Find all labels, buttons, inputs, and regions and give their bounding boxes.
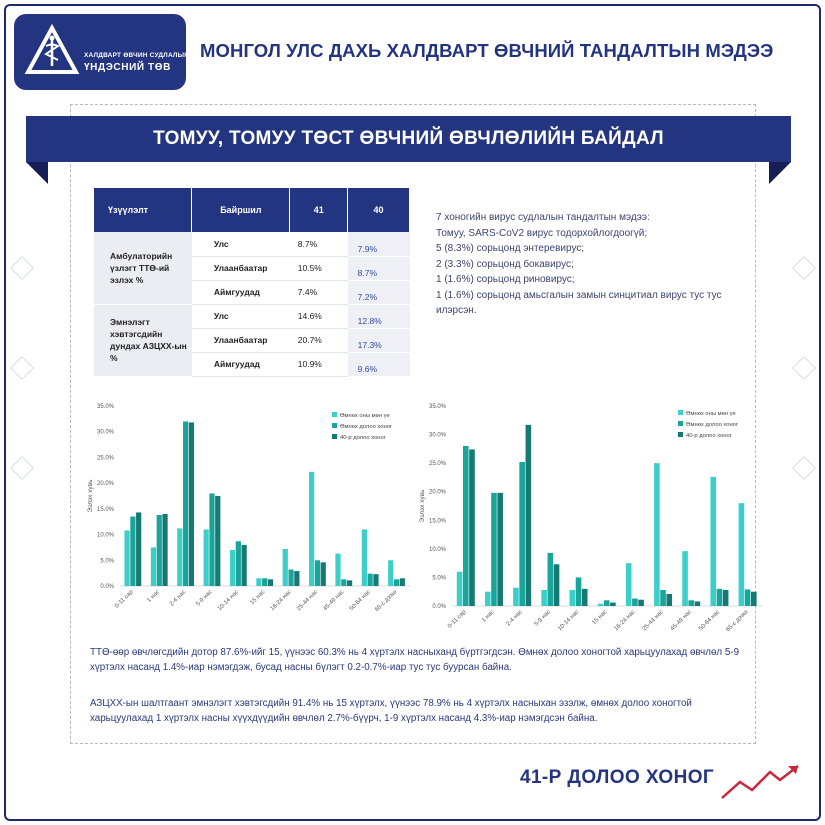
paragraph-ili: ТТӨ-өөр өвчлөгсдийн дотор 87.6%-ийг 15, үүнээс 60.3% нь 4 хүртэлх насныханд бүртгэгдсэн. Өмнөх долоо хоногтой харьцуулахад өвчлөл 5-9 хүртэлх насанд 1.4%-иар нэмэгдэж, бусад насны бүлэгт 0.2-0.7%-иар тус тус буурсан байна. bbox=[90, 647, 740, 673]
page-title: МОНГОЛ УЛС ДАХЬ ХАЛДВАРТ ӨВЧНИЙ ТАНДАЛТЫН МЭДЭЭ bbox=[200, 40, 774, 61]
x-tick-label: 25-44 нас bbox=[641, 609, 665, 633]
bar-prev-year bbox=[457, 572, 463, 606]
bar-prev-year bbox=[598, 604, 604, 606]
paragraph-sari: АЗЦХХ-ын шалтгаант эмнэлэгт хэвтэгсдийн 91.4% нь 15 хүртэлх, үүнээс 78.9% нь 4 хүртэлх насныхан эзэлж, өмнөх долоо хоногтой харьцуулахад 1 хүртэлх насны хүүхдүүдийн өвчлөл 2.7%-бүүрч, 1-9 хүртэлх насанд 4.3%-иар нэмэгдсэн байна. bbox=[90, 698, 692, 724]
x-tick-label: 1 нас bbox=[481, 609, 496, 624]
bar-week40 bbox=[321, 562, 326, 586]
indicator-table bbox=[94, 188, 410, 377]
x-tick-label: 25-44 нас bbox=[296, 589, 320, 613]
y-tick-label: 0.0% bbox=[100, 584, 114, 590]
legend-swatch bbox=[678, 421, 683, 426]
y-tick-label: 10.0% bbox=[428, 546, 446, 553]
bar-week40 bbox=[751, 592, 757, 606]
bar-prev-year bbox=[682, 551, 688, 606]
table-cell-location: Улс bbox=[192, 232, 290, 256]
bar-prev-year bbox=[485, 592, 491, 606]
bar-week40 bbox=[497, 493, 503, 606]
logo-org-line2: ҮНДЭСНИЙ ТӨВ bbox=[84, 62, 171, 73]
y-tick-label: 10.0% bbox=[96, 532, 114, 539]
table-cell-40: 12.8% bbox=[348, 304, 410, 328]
y-tick-label: 30.0% bbox=[96, 429, 114, 436]
y-tick-label: 35.0% bbox=[428, 404, 446, 410]
chart-sari-svg bbox=[410, 392, 770, 632]
table-cell-40: 7.2% bbox=[348, 280, 410, 304]
table-header-row bbox=[94, 188, 410, 232]
legend-swatch bbox=[678, 432, 683, 437]
chart-sari-age bbox=[410, 392, 770, 637]
x-tick-label: 45-49 нас bbox=[322, 589, 346, 613]
bar-week40 bbox=[242, 545, 247, 586]
bar-prev-year bbox=[124, 530, 129, 586]
table-cell-41: 14.6% bbox=[290, 304, 348, 328]
table-cell-41: 8.7% bbox=[290, 232, 348, 256]
table-cell-40: 8.7% bbox=[348, 256, 410, 280]
bar-prev-week bbox=[548, 553, 554, 606]
bar-prev-week bbox=[660, 590, 666, 606]
bar-week40 bbox=[162, 514, 167, 586]
x-tick-label: 65-с дээш bbox=[374, 589, 399, 614]
bar-prev-week bbox=[341, 579, 346, 586]
legend-label: Өмнөх долоо хоног bbox=[686, 422, 739, 428]
bar-week40 bbox=[582, 589, 588, 606]
bar-week40 bbox=[638, 600, 644, 606]
bar-prev-year bbox=[230, 550, 235, 586]
bar-prev-year bbox=[513, 588, 519, 606]
trend-arrow-icon bbox=[718, 760, 808, 804]
x-tick-label: 10-14 нас bbox=[557, 609, 581, 633]
table-header: Байршил bbox=[192, 188, 290, 232]
table-cell-location: Улаанбаатар bbox=[192, 256, 290, 280]
x-tick-label: 0-11 сар bbox=[447, 609, 468, 630]
bar-prev-week bbox=[491, 493, 497, 606]
legend-label: Өмнөх оны мөн үе bbox=[686, 411, 736, 417]
logo bbox=[14, 14, 190, 90]
bar-prev-week bbox=[519, 462, 525, 606]
x-tick-label: 5-9 нас bbox=[195, 589, 214, 608]
bar-prev-year bbox=[177, 528, 182, 586]
virus-line: 2 (3.3%) сорьцонд бокавирус; bbox=[436, 258, 574, 270]
virus-line: 1 (1.6%) сорьцонд риновирус; bbox=[436, 274, 575, 285]
section-title: ТОМУУ, ТОМУУ ТӨСТ ӨВЧНИЙ ӨВЧЛӨЛИЙН БАЙДАЛ bbox=[153, 128, 664, 149]
bar-week40 bbox=[268, 579, 273, 586]
bar-week40 bbox=[189, 422, 194, 586]
legend-swatch bbox=[332, 423, 337, 428]
bar-prev-week bbox=[130, 517, 135, 586]
legend-swatch bbox=[678, 410, 683, 415]
bar-prev-year bbox=[362, 529, 367, 586]
x-tick-label: 10-14 нас bbox=[216, 589, 241, 613]
logo-org-line1: ХАЛДВАРТ ӨВЧИН СУДЛАЛЫН bbox=[84, 52, 190, 59]
table-cell-41: 20.7% bbox=[290, 328, 348, 352]
section-banner bbox=[26, 116, 791, 162]
table-group-label: Эмнэлэгт хэвтэгсдийн дундах АЗЦХХ-ын % bbox=[94, 304, 192, 376]
bar-prev-year bbox=[388, 560, 393, 586]
logo-emblem-icon bbox=[24, 24, 80, 80]
bar-prev-year bbox=[335, 554, 340, 586]
bar-week40 bbox=[136, 512, 141, 586]
x-tick-label: 2-4 нас bbox=[168, 589, 188, 608]
y-tick-label: 35.0% bbox=[96, 404, 114, 410]
y-tick-label: 25.0% bbox=[428, 461, 446, 468]
table-cell-40: 9.6% bbox=[348, 352, 410, 376]
bar-week40 bbox=[666, 594, 672, 606]
bar-prev-year bbox=[309, 472, 314, 586]
legend-swatch bbox=[332, 434, 337, 439]
x-tick-label: 65-с дээш bbox=[725, 609, 750, 634]
x-tick-label: 16-24 нас bbox=[269, 589, 293, 613]
table-cell-40: 17.3% bbox=[348, 328, 410, 352]
bar-prev-week bbox=[745, 589, 751, 606]
table-cell-location: Улаанбаатар bbox=[192, 328, 290, 352]
bar-week40 bbox=[610, 603, 616, 606]
bar-prev-week bbox=[368, 574, 373, 586]
bar-prev-week bbox=[604, 600, 610, 606]
banner-fold-right bbox=[769, 162, 791, 184]
y-tick-label: 15.0% bbox=[428, 518, 446, 525]
bar-prev-year bbox=[283, 549, 288, 586]
bar-prev-year bbox=[541, 590, 547, 606]
bar-prev-week bbox=[157, 515, 162, 586]
y-tick-label: 0.0% bbox=[432, 604, 446, 610]
x-tick-label: 16-24 нас bbox=[613, 609, 637, 633]
legend-label: 40-р долоо хоног bbox=[686, 433, 732, 439]
bar-prev-week bbox=[315, 560, 320, 586]
bar-week40 bbox=[723, 590, 729, 606]
bar-prev-year bbox=[151, 547, 156, 586]
y-tick-label: 15.0% bbox=[96, 506, 114, 513]
bar-week40 bbox=[215, 496, 220, 586]
y-tick-label: 5.0% bbox=[432, 575, 446, 582]
table-cell-location: Аймгуудад bbox=[192, 280, 290, 304]
bar-prev-year bbox=[654, 463, 660, 606]
bar-week40 bbox=[526, 425, 532, 606]
bar-prev-week bbox=[576, 577, 582, 606]
table-header: Үзүүлэлт bbox=[94, 188, 192, 232]
bar-prev-week bbox=[209, 493, 214, 586]
table-group-label: Амбулаторийн үзлэгт ТТӨ-ий эзлэх % bbox=[94, 232, 192, 304]
bar-prev-week bbox=[394, 579, 399, 586]
bar-prev-week bbox=[688, 600, 694, 606]
banner-fold-left bbox=[26, 162, 48, 184]
table-cell-location: Аймгуудад bbox=[192, 352, 290, 376]
table-row bbox=[94, 232, 410, 256]
bar-prev-week bbox=[236, 541, 241, 586]
x-tick-label: 45-49 нас bbox=[669, 609, 693, 633]
table-header: 41 bbox=[290, 188, 348, 232]
table-cell-40: 7.9% bbox=[348, 232, 410, 256]
table-row bbox=[94, 304, 410, 328]
x-tick-label: 50-64 нас bbox=[698, 609, 722, 633]
legend-swatch bbox=[332, 412, 337, 417]
bar-prev-week bbox=[262, 578, 267, 586]
virus-line: 1 (1.6%) сорьцонд амьсгалын замын синцитиал вирус тус тус илэрсэн. bbox=[436, 289, 722, 316]
virus-summary bbox=[436, 210, 736, 319]
bar-prev-week bbox=[288, 570, 293, 586]
bar-week40 bbox=[400, 578, 405, 586]
y-tick-label: 30.0% bbox=[428, 432, 446, 439]
week-label: 41-Р ДОЛОО ХОНОГ bbox=[520, 767, 715, 788]
y-tick-label: 25.0% bbox=[96, 455, 114, 462]
y-tick-label: 5.0% bbox=[100, 558, 114, 565]
bar-week40 bbox=[294, 571, 299, 586]
x-tick-label: 0-11 сар bbox=[114, 589, 135, 610]
table-cell-location: Улс bbox=[192, 304, 290, 328]
y-axis-label: Эзлэх хувь bbox=[419, 489, 426, 523]
table-cell-41: 7.4% bbox=[290, 280, 348, 304]
bar-prev-week bbox=[183, 421, 188, 586]
bar-prev-year bbox=[710, 477, 716, 606]
bar-prev-week bbox=[463, 446, 469, 606]
legend-label: 40-р долоо хоног bbox=[340, 435, 386, 441]
y-axis-label: Эзлэх хувь bbox=[87, 479, 94, 513]
x-tick-label: 5-9 нас bbox=[533, 609, 553, 628]
table-cell-41: 10.5% bbox=[290, 256, 348, 280]
bar-prev-year bbox=[204, 529, 209, 586]
x-tick-label: 15 нас bbox=[591, 609, 609, 627]
x-tick-label: 2-4 нас bbox=[505, 609, 524, 628]
bar-prev-year bbox=[570, 590, 576, 606]
y-tick-label: 20.0% bbox=[428, 489, 446, 496]
virus-line: Томуу, SARS-CoV2 вирус тодорхойлогдоогүй; bbox=[436, 227, 648, 239]
bar-week40 bbox=[695, 601, 701, 606]
right-ornament-icon bbox=[790, 250, 820, 550]
bar-prev-week bbox=[717, 589, 723, 606]
bar-week40 bbox=[347, 580, 352, 586]
bar-prev-year bbox=[256, 578, 261, 586]
chart-ili-age bbox=[80, 392, 420, 637]
table-header: 40 bbox=[348, 188, 410, 232]
x-tick-label: 15 нас bbox=[249, 589, 267, 607]
bar-prev-year bbox=[739, 503, 745, 606]
chart-ili-svg bbox=[80, 392, 420, 632]
x-tick-label: 1 нас bbox=[146, 589, 161, 604]
virus-line: 5 (8.3%) сорьцонд энтеревирус; bbox=[436, 243, 585, 254]
y-tick-label: 20.0% bbox=[96, 481, 114, 488]
legend-label: Өмнөх долоо хоног bbox=[340, 424, 393, 430]
bar-prev-year bbox=[626, 563, 632, 606]
bar-week40 bbox=[554, 564, 560, 606]
table-cell-41: 10.9% bbox=[290, 352, 348, 376]
bar-week40 bbox=[373, 574, 378, 586]
bar-prev-week bbox=[632, 599, 638, 606]
legend-label: Өмнөх оны мөн үе bbox=[340, 413, 390, 419]
bar-week40 bbox=[469, 449, 475, 606]
left-ornament-icon bbox=[8, 250, 38, 550]
virus-line: 7 хоногийн вирус судлалын тандалтын мэдээ: bbox=[436, 212, 650, 223]
x-tick-label: 50-64 нас bbox=[348, 589, 372, 613]
